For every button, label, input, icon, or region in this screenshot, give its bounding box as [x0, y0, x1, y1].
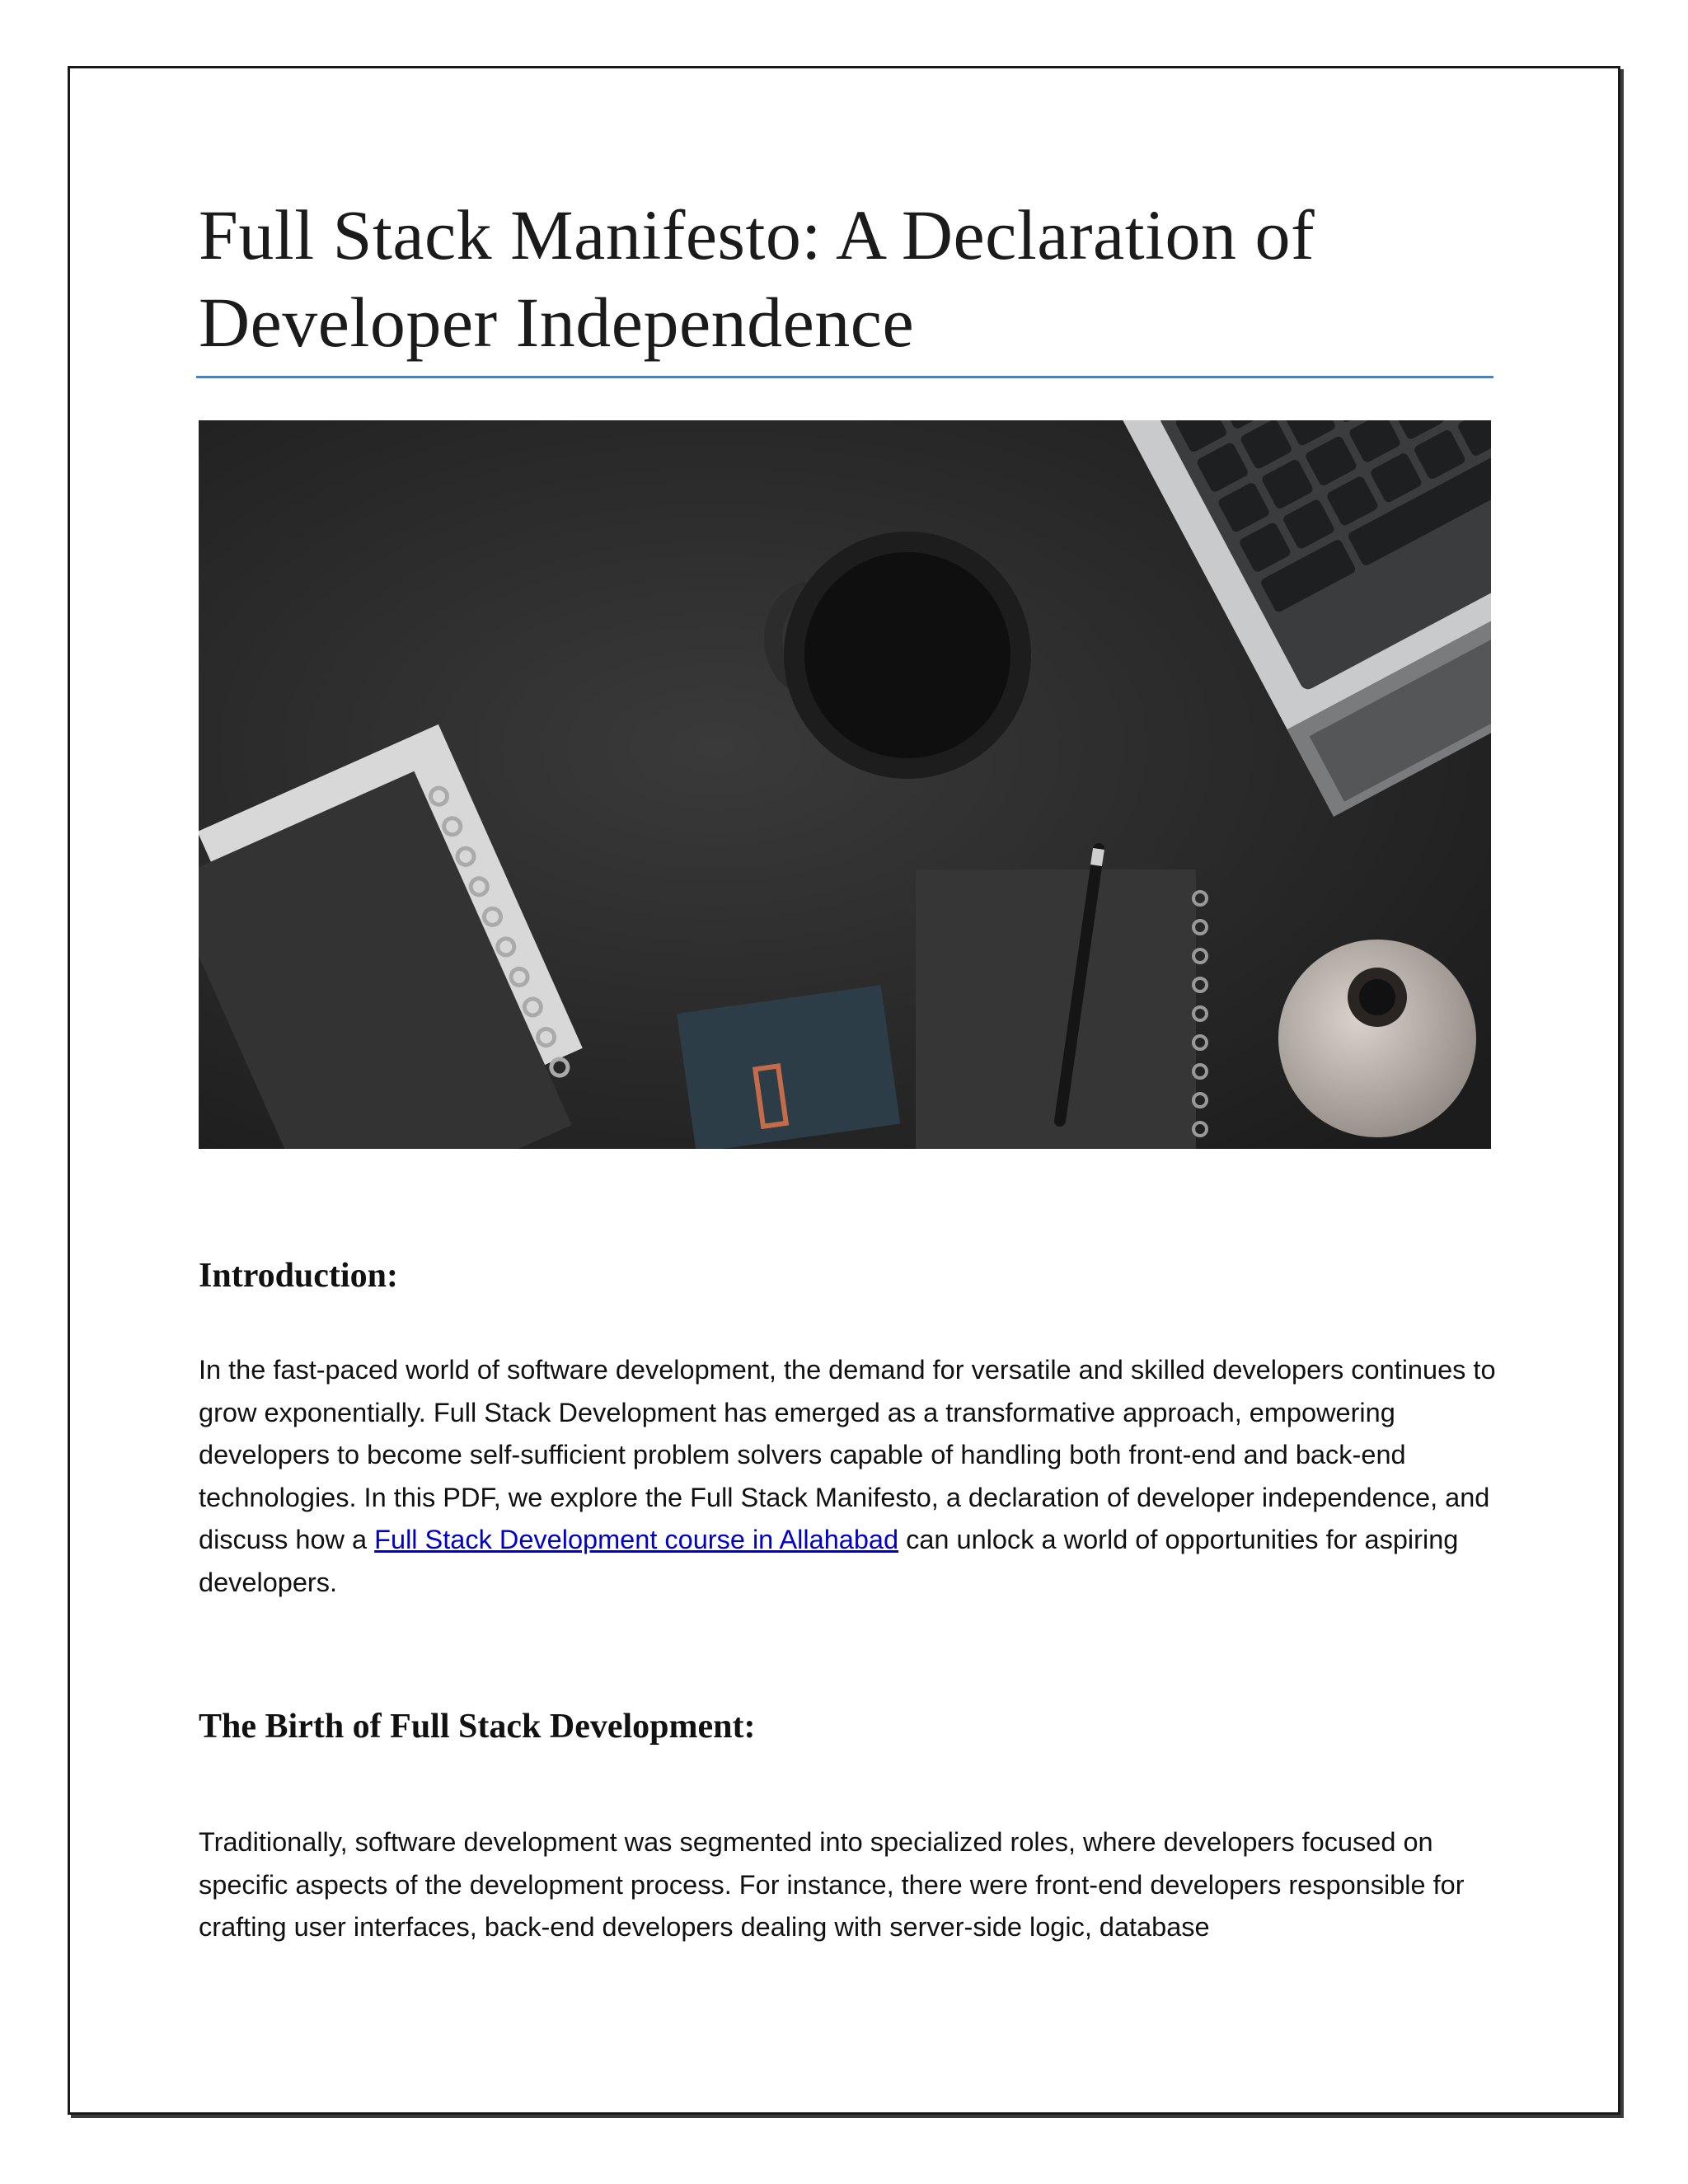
- birth-paragraph: Traditionally, software development was segmented into specialized roles, where developers focused on specific aspects of the development process. For instance, there were front-end developers responsible for crafting user interfaces, back-end developers dealing with server-side logic, database: [199, 1827, 1465, 1942]
- title-underline: [196, 376, 1493, 378]
- section-heading-birth: The Birth of Full Stack Development:: [199, 1708, 756, 1746]
- section-heading-introduction: Introduction:: [199, 1257, 398, 1295]
- photo-icon: [199, 420, 1491, 1149]
- introduction-paragraph: [199, 1349, 1501, 1604]
- document-title: Full Stack Manifesto: A Declaration of Developer Independence: [199, 195, 1315, 362]
- hero-image: [199, 420, 1491, 1149]
- paragraph-text: can unlock a world of opportunities for aspiring developers.: [199, 1525, 1459, 1597]
- paragraph-text: In the fast-paced world of software development, the demand for versatile and skilled developers continues to grow exponentially. Full Stack Development has emerged as a transformative approach, empowering developers to become self-sufficient problem solvers capable of handling both front-end and back-end technologies. In this PDF, we explore the Full Stack Manifesto, a declaration of developer independence, and discuss how a: [199, 1355, 1496, 1554]
- course-link[interactable]: Full Stack Development course in Allahabad: [374, 1525, 899, 1554]
